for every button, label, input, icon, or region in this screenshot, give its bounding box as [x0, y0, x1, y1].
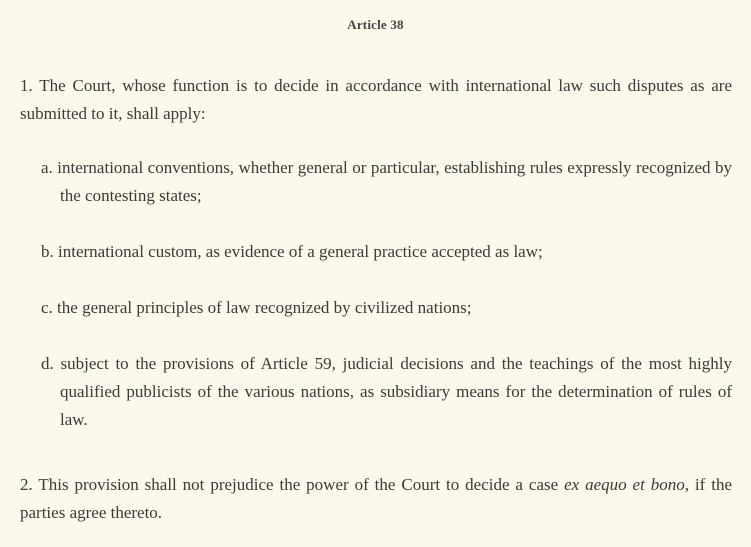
paragraph-1: 1. The Court, whose function is to decide in accordance with international law such disputes as are submitted to it, shall apply:: [20, 76, 732, 123]
list-item-d: d. subject to the provisions of Article 59, judicial decisions and the teachings of the most highly qualified publicists of the various nations, as subsidiary means for the determination of rules of law.: [41, 354, 732, 429]
list-item-c: c. the general principles of law recognized by civilized nations;: [41, 298, 472, 317]
paragraph-2-text-end: , if the parties agree thereto.: [20, 475, 732, 522]
article-title: Article 38: [347, 17, 404, 32]
list-item-b: b. international custom, as evidence of a general practice accepted as law;: [41, 242, 543, 261]
paragraph-2-text-start: 2. This provision shall not prejudice the power of the Court to decide a case: [20, 475, 565, 494]
latin-phrase: ex aequo et bono: [564, 475, 685, 494]
paragraph-2: [20, 471, 732, 527]
list-item-a: a. international conventions, whether general or particular, establishing rules expressly recognized by the contesting states;: [41, 158, 732, 205]
